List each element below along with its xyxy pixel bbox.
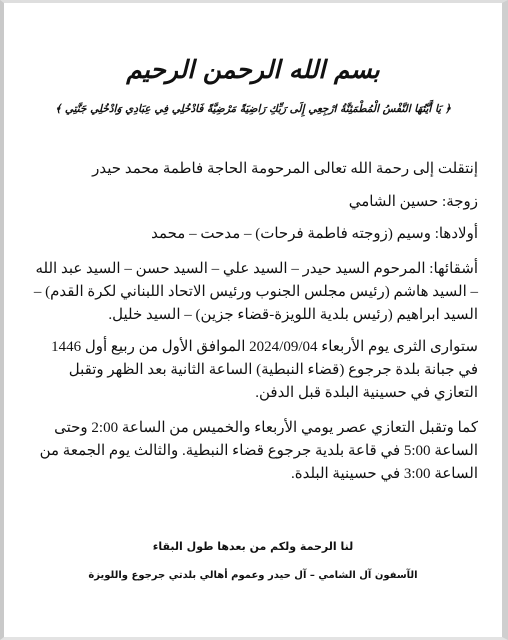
condolences-paragraph: كما وتقبل التعازي عصر يومي الأربعاء والخميس من الساعة 2:00 وحتى الساعة 5:00 في قاعة بلدية جرجوع قضاء النبطية. والثالث يوم الجمعة من الساعة 3:00 في حسينية البلدة. bbox=[39, 420, 478, 482]
spouse-line: زوجة: حسين الشامي bbox=[348, 194, 478, 210]
funeral-paragraph: ستوارى الثرى يوم الأربعاء 2024/09/04 الموافق الأول من ربيع أول 1446 في جبانة بلدة جرجوع (قضاء النبطية) الساعة الثانية بعد الظهر وتقبل التعازي في حسينية البلدة قبل الدفن. bbox=[51, 339, 478, 401]
closing-phrase: لنا الرحمة ولكم من بعدها طول البقاء bbox=[152, 540, 354, 553]
quran-verse: ﴿ يَا أَيَّتُهَا النَّفْسُ الْمُطْمَئِنَّةُ ارْجِعِي إِلَى رَبِّكِ رَاضِيَةً مَرْضِيَّةً فَادْخُلِي فِي عِبَادِي وَادْخُلِي جَنَّتِي ﴾ bbox=[55, 103, 451, 115]
children-line: أولادها: وسيم (زوجته فاطمة فرحات) – مدحت – محمد bbox=[151, 226, 478, 242]
basmala-heading: بسم الله الرحمن الرحيم bbox=[126, 55, 380, 84]
obituary-body bbox=[28, 158, 478, 486]
mourners-line: الآسفون آل الشامي – آل حيدر وعموم أهالي بلدتي جرجوع واللويزة bbox=[88, 570, 418, 581]
siblings-paragraph: أشقائها: المرحوم السيد حيدر – السيد علي – السيد حسن – السيد عبد الله – السيد هاشم (رئيس مجلس الجنوب ورئيس الاتحاد اللبناني لكرة القدم) – السيد ابراهيم (رئيس بلدية اللويزة-قضاء جزين) – السيد خليل. bbox=[33, 261, 478, 323]
announcement-line: إنتقلت إلى رحمة الله تعالى المرحومة الحاجة فاطمة محمد حيدر bbox=[92, 161, 478, 177]
